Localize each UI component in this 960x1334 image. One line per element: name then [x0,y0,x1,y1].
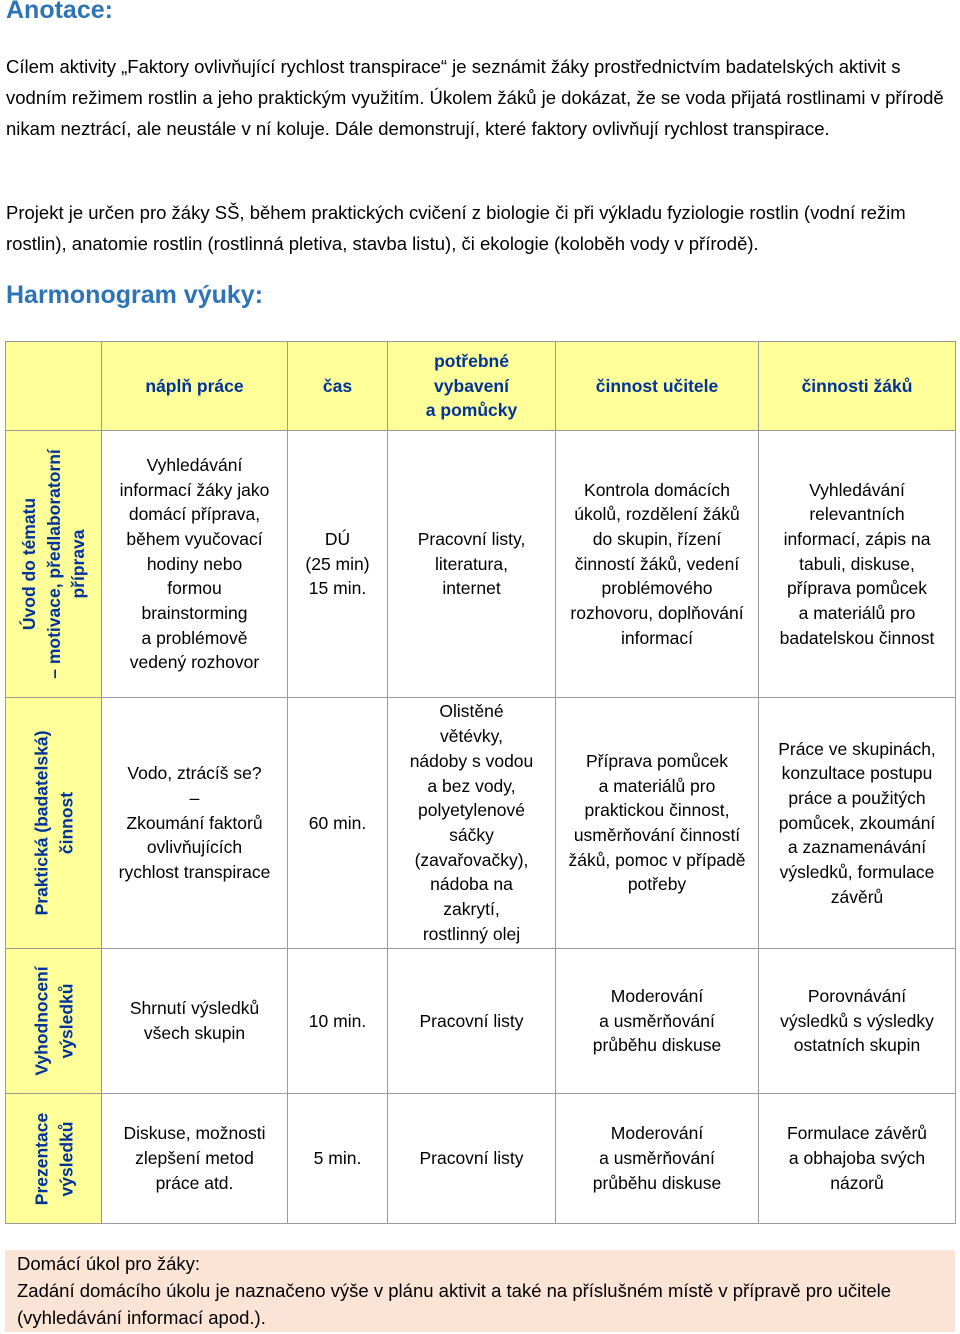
stage-label [16,449,90,679]
content-line: všech skupin [143,1023,246,1043]
content-line: Diskuse, možnosti [123,1123,266,1144]
teacher-line: informací [621,627,693,648]
content-line: informací žáky jako [119,479,270,500]
students-cell [759,431,956,698]
header-equipment-line: potřebné [434,350,509,371]
header-stage-empty [6,342,102,431]
equipment-line: literatura, [435,553,508,574]
equipment-line: nádoba na [430,874,513,895]
students-cell [759,1094,956,1224]
stage-label-line: výsledků [55,983,76,1059]
table-header-row [6,342,956,431]
teacher-cell [556,949,759,1094]
equipment-line: Olistěné [439,701,504,722]
students-line: konzultace postupu [781,763,933,784]
content-line: ovlivňujících [146,837,243,858]
equipment-cell [388,431,556,698]
time-cell [288,949,388,1094]
stage-label-line: Úvod do tématu [18,497,39,631]
teacher-line: Moderování [610,1123,704,1144]
time-line: 10 min. [308,1010,367,1031]
teacher-line: Kontrola domácích [584,479,730,500]
stage-label [29,966,78,1075]
students-line: výsledků, formulace [779,862,935,883]
students-line: a obhajoba svých [788,1148,926,1169]
stage-cell [6,949,102,1094]
content-line: Shrnutí výsledků [129,998,260,1019]
content-line: rychlost transpirace [118,862,271,883]
time-line: 60 min. [308,812,367,833]
teacher-cell [556,698,759,949]
equipment-line: nádoby s vodou [409,750,534,771]
header-equipment [388,342,556,431]
equipment-line: internet [442,578,501,599]
equipment-line: Pracovní listy [419,1148,524,1169]
students-line: Formulace závěrů [786,1123,928,1144]
students-line: a zaznamenávání [787,837,927,858]
teacher-line: a materiálů pro [598,775,716,796]
time-cell [288,1094,388,1224]
teacher-line: usměrňování činností [573,825,741,845]
content-line: Vodo, ztrácíš se? [127,763,262,784]
stage-label-line: výsledků [55,1121,76,1196]
students-line: informací, zápis na [783,528,931,549]
teacher-line: Příprava pomůcek [585,750,728,771]
equipment-cell [388,949,556,1094]
content-line: během vyučovací [126,528,263,549]
students-line: Vyhledávání [809,479,905,500]
stage-label-line: příprava [67,529,88,599]
schedule-table [5,341,956,1224]
teacher-line: činností žáků, vedení [574,553,740,574]
time-line: 15 min. [308,578,367,599]
stage-label-line: Vyhodnocení [30,966,51,1076]
equipment-cell [388,698,556,949]
table-row [6,949,956,1094]
equipment-line: větévky, [440,726,503,747]
teacher-line: a usměrňování [599,1148,715,1169]
students-cell [759,949,956,1094]
equipment-line: rostlinný olej [422,923,521,944]
content-line: Vyhledávání [146,454,243,475]
students-line: závěrů [830,886,884,907]
homework-box [5,1250,955,1332]
students-line: výsledků s výsledky [780,1010,934,1031]
teacher-line: Moderování [610,985,704,1006]
header-equipment-line: vybavení [434,375,509,396]
time-cell [288,698,388,949]
students-line: práce a použitých [788,787,926,808]
header-equipment-line: a pomůcky [425,400,518,421]
students-line: Porovnávání [807,985,907,1006]
annotation-paragraph-target: Projekt je určen pro žáky SŠ, během praktických cvičení z biologie či při výkladu fyziologie rostlin (vodní režim rostlin), anatomie rostlin (rostlinná pletiva, stavba listu), či ekologie (koloběh vody v přírodě). [6,202,906,254]
table-row [6,431,956,698]
content-cell [102,431,288,698]
annotation-heading: Anotace: [6,0,113,24]
content-line: – [189,787,200,808]
schedule-heading: Harmonogram výuky: [6,281,264,309]
teacher-line: problémového [601,578,713,599]
students-line: a materiálů pro [798,603,916,624]
equipment-line: a bez vody, [427,775,516,796]
content-line: zlepšení metod [135,1148,254,1169]
teacher-line: rozhovoru, doplňování [570,603,744,624]
equipment-cell [388,1094,556,1224]
stage-label-line: Praktická (badatelská) [30,730,51,916]
table-row [6,1094,956,1224]
content-line: Zkoumání faktorů [126,812,263,833]
stage-cell [6,431,102,698]
time-line: 5 min. [313,1148,362,1169]
teacher-line: a usměrňování [599,1010,715,1031]
table-row [6,698,956,949]
equipment-line: zakrytí, [443,899,500,920]
students-line: relevantních [809,504,905,525]
equipment-line: polyetylenové [417,800,526,821]
equipment-line: Pracovní listy, [417,528,526,549]
teacher-line: průběhu diskuse [592,1035,722,1056]
students-cell [759,698,956,949]
students-line: badatelskou činnost [779,627,935,648]
teacher-line: potřeby [627,874,687,895]
students-line: názorů [830,1172,884,1193]
content-line: vedený rozhovor [129,652,260,673]
stage-cell [6,698,102,949]
students-line: tabuli, diskuse, [799,553,915,574]
stage-cell [6,1094,102,1224]
content-line: hodiny nebo [146,553,243,574]
equipment-line: sáčky [449,825,494,845]
equipment-line: (zavařovačky), [414,849,529,870]
stage-label [29,1112,78,1204]
homework-text: Zadání domácího úkolu je naznačeno výše v plánu aktivit a také na příslušném místě v přípravě pro učitele (vyhledávání informací apod.). [17,1280,892,1328]
header-students: činnosti žáků [759,342,956,431]
content-line: a problémově [141,627,248,648]
stage-label-line: – motivace, předlaboratorní [43,449,64,679]
students-line: ostatních skupin [793,1035,921,1056]
content-line: domácí příprava, [128,504,261,525]
content-line: práce atd. [155,1172,234,1193]
teacher-line: úkolů, rozdělení žáků [574,504,740,525]
teacher-line: praktickou činnost, [584,800,730,821]
teacher-line: průběhu diskuse [592,1172,722,1193]
teacher-line: do skupin, řízení [592,528,722,549]
time-line: (25 min) [305,553,370,574]
stage-label [29,731,78,916]
teacher-line: žáků, pomoc v případě [568,849,746,870]
content-line: brainstorming [141,603,248,624]
header-teacher: činnost učitele [556,342,759,431]
equipment-line: Pracovní listy [419,1010,524,1031]
stage-label-line: činnost [55,791,76,855]
students-line: Práce ve skupinách, [778,738,936,759]
content-cell [102,949,288,1094]
students-line: pomůcek, zkoumání [778,812,936,833]
content-cell [102,1094,288,1224]
content-cell [102,698,288,949]
homework-title: Domácí úkol pro žáky: [17,1253,201,1274]
header-time: čas [288,342,388,431]
content-line: formou [167,578,222,599]
header-content: náplň práce [102,342,288,431]
teacher-cell [556,1094,759,1224]
time-cell [288,431,388,698]
annotation-paragraph-goal: Cílem aktivity „Faktory ovlivňující rychlost transpirace“ je seznámit žáky prostřednictvím badatelských aktivit s vodním režimem rostlin a jeho praktickým využitím. Úkolem žáků je dokázat, že se voda přijatá rostlinami v přírodě nikam neztrácí, ale neustále v ní koluje. Dále demonstrují, které faktory ovlivňují rychlost transpirace. [6,56,944,139]
time-line: DÚ [324,528,351,549]
stage-label-line: Prezentace [30,1112,51,1205]
teacher-cell [556,431,759,698]
students-line: příprava pomůcek [786,578,928,599]
